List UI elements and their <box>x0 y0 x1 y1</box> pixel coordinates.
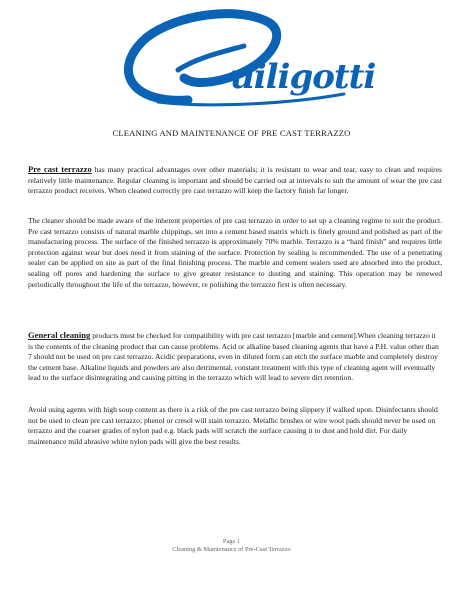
paragraph-body: products must be checked for compatibility with pre cast terrazzo [marble and cement].When cleaning terrazzo it is the contents of the cleaning product that can cause problems. Acid or alkaline based cleaning agents that have a P.H. value other than 7 should not be used on pre cast terrazzo. Acidic preparations, even in diluted form can etch the surface marble and completely destroy the cement base. Alkaline liquids and powders are also detrimental, constant treatment with this type of cleaning agent will eventually lead to the surface disintegrating and causing pitting in the terrazzo which will lead to severe dirt retention. <box>28 331 439 383</box>
footer-page-number: Page 1 <box>222 538 241 545</box>
paragraph-body: Avoid using agents with high soup content as there is a risk of the pre cast terrazzo being slippery if walked upon. Disinfectants should not be used to clean pre cast terrazzo; phenol or cresol will stain terrazzo. Metallic brushes or wire wool pads should never be used on terrazzo and the coarser grades of nylon pad e.g. black pads will scratch the surface causing it to dust and hold dirt. For daily maintenance mild abrasive white nylon pads will give the best results. <box>28 405 438 446</box>
paragraph-cleaner-awareness <box>28 216 442 290</box>
footer-caption: Cleaning & Maintenance of Pre-Cast Terrazzo <box>172 546 291 553</box>
paragraph-avoid-agents <box>28 405 442 447</box>
document-title: CLEANING AND MAINTENANCE OF PRE CAST TERRAZZO <box>112 128 351 138</box>
company-logo <box>118 8 376 112</box>
paragraph-lead: Pre cast terrazzo <box>28 164 92 174</box>
paragraph-body: has many practical advantages over other materials; it is resistant to wear and tear, easy to clean and requires relatively little maintenance. Regular cleaning is important and should be carried out at intervals to suit the amount of wear the pre cast terrazzo product receives. When cleaned correctly pre cast terrazzo will keep the factory finish far longer. <box>28 165 442 196</box>
paragraph-general-cleaning <box>28 330 442 384</box>
quiligotti-logo-mark <box>118 8 376 112</box>
paragraph-body: The cleaner should be made aware of the inherent properties of pre cast terrazzo in order to set up a cleaning regime to suit the product. Pre cast terrazzo consists of natural marble chippings, set into a cement based matrix which is finely ground and polished as part of the manufacturing process. The surface of the finished terrazzo is approximately 70% marble. Terrazzo is a “hard finish” and requires little protection against wear but does need it from staining of the surface. Protection by sealing is recommended. The use of a penetrating sealer can be applied on site as part of the final finishing process. The marble and cement sealers used are absorbed into the product, sealing off pores and hardening the surface to give greater resistance to dusting and staining. This operation may be renewed periodically throughout the life of the terrazzo, however, re polishing the terrazzo first is often necessary. <box>28 216 442 289</box>
paragraph-lead: General cleaning <box>28 330 91 340</box>
paragraph-pre-cast-terrazzo <box>28 164 442 197</box>
svg-text:uiligotti: uiligotti <box>230 57 376 97</box>
